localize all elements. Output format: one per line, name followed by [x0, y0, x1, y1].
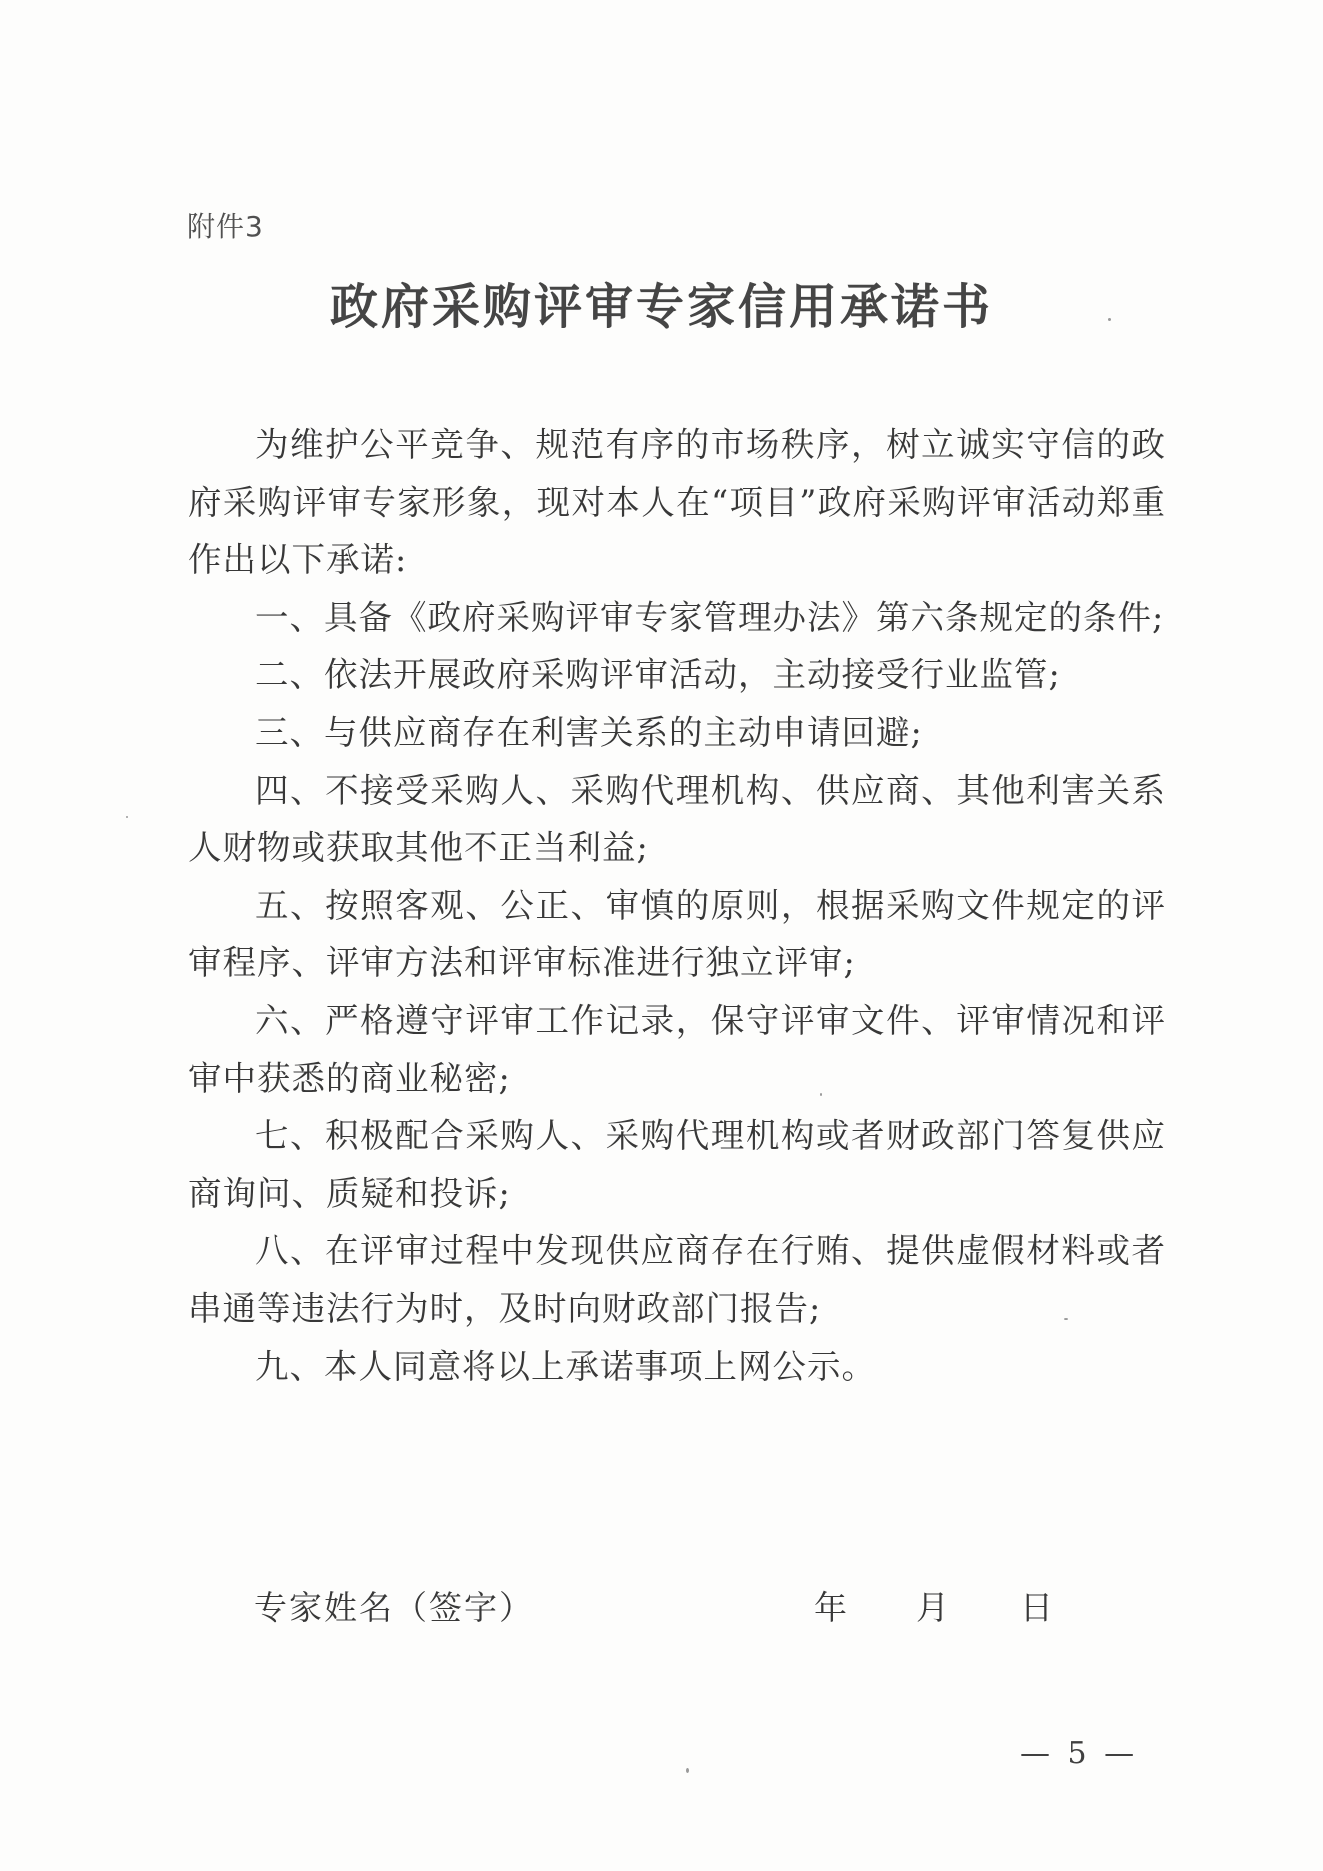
date-year-label: 年: [814, 1588, 847, 1627]
commitment-item-6: 六、严格遵守评审工作记录，保守评审文件、评审情况和评审中获悉的商业秘密;: [188, 1000, 1166, 1098]
commitment-item-2: 二、依法开展政府采购评审活动，主动接受行业监管;: [255, 655, 1061, 695]
commitment-item-1: 一、具备《政府采购评审专家管理办法》第六条规定的条件;: [255, 597, 1165, 637]
scan-speck: [820, 1093, 822, 1096]
scan-speck: [686, 1768, 689, 1773]
attachment-label: 附件3: [187, 210, 264, 243]
commitment-item-4: 四、不接受采购人、采购代理机构、供应商、其他利害关系人财物或获取其他不正当利益;: [188, 770, 1166, 868]
date-month-label: 月: [916, 1588, 949, 1627]
page-number: — 5 —: [1020, 1736, 1139, 1771]
commitment-item-8: 八、在评审过程中发现供应商存在行贿、提供虚假材料或者串通等违法行为时，及时向财政部门报告;: [188, 1231, 1166, 1328]
commitment-item-5: 五、按照客观、公正、审慎的原则，根据采购文件规定的评审程序、评审方法和评审标准进行独立评审;: [188, 885, 1166, 983]
document-title: 政府采购评审专家信用承诺书: [329, 279, 993, 335]
intro-paragraph: 为维护公平竞争、规范有序的市场秩序，树立诚实守信的政府采购评审专家形象，现对本人在“项目”政府采购评审活动郑重作出以下承诺:: [188, 425, 1166, 580]
commitment-item-7: 七、积极配合采购人、采购代理机构或者财政部门答复供应商询问、质疑和投诉;: [188, 1116, 1166, 1213]
commitment-body: [188, 416, 1166, 1395]
expert-signature-label: 专家姓名（签字）: [254, 1588, 534, 1627]
scan-speck: [1064, 1318, 1068, 1320]
date-day-label: 日: [1020, 1588, 1053, 1627]
scan-speck: [126, 816, 128, 818]
commitment-item-9: 九、本人同意将以上承诺事项上网公示。: [255, 1346, 876, 1386]
scan-speck: [1108, 318, 1111, 321]
commitment-item-3: 三、与供应商存在利害关系的主动申请回避;: [255, 712, 923, 752]
signature-row: [0, 1582, 1323, 1632]
